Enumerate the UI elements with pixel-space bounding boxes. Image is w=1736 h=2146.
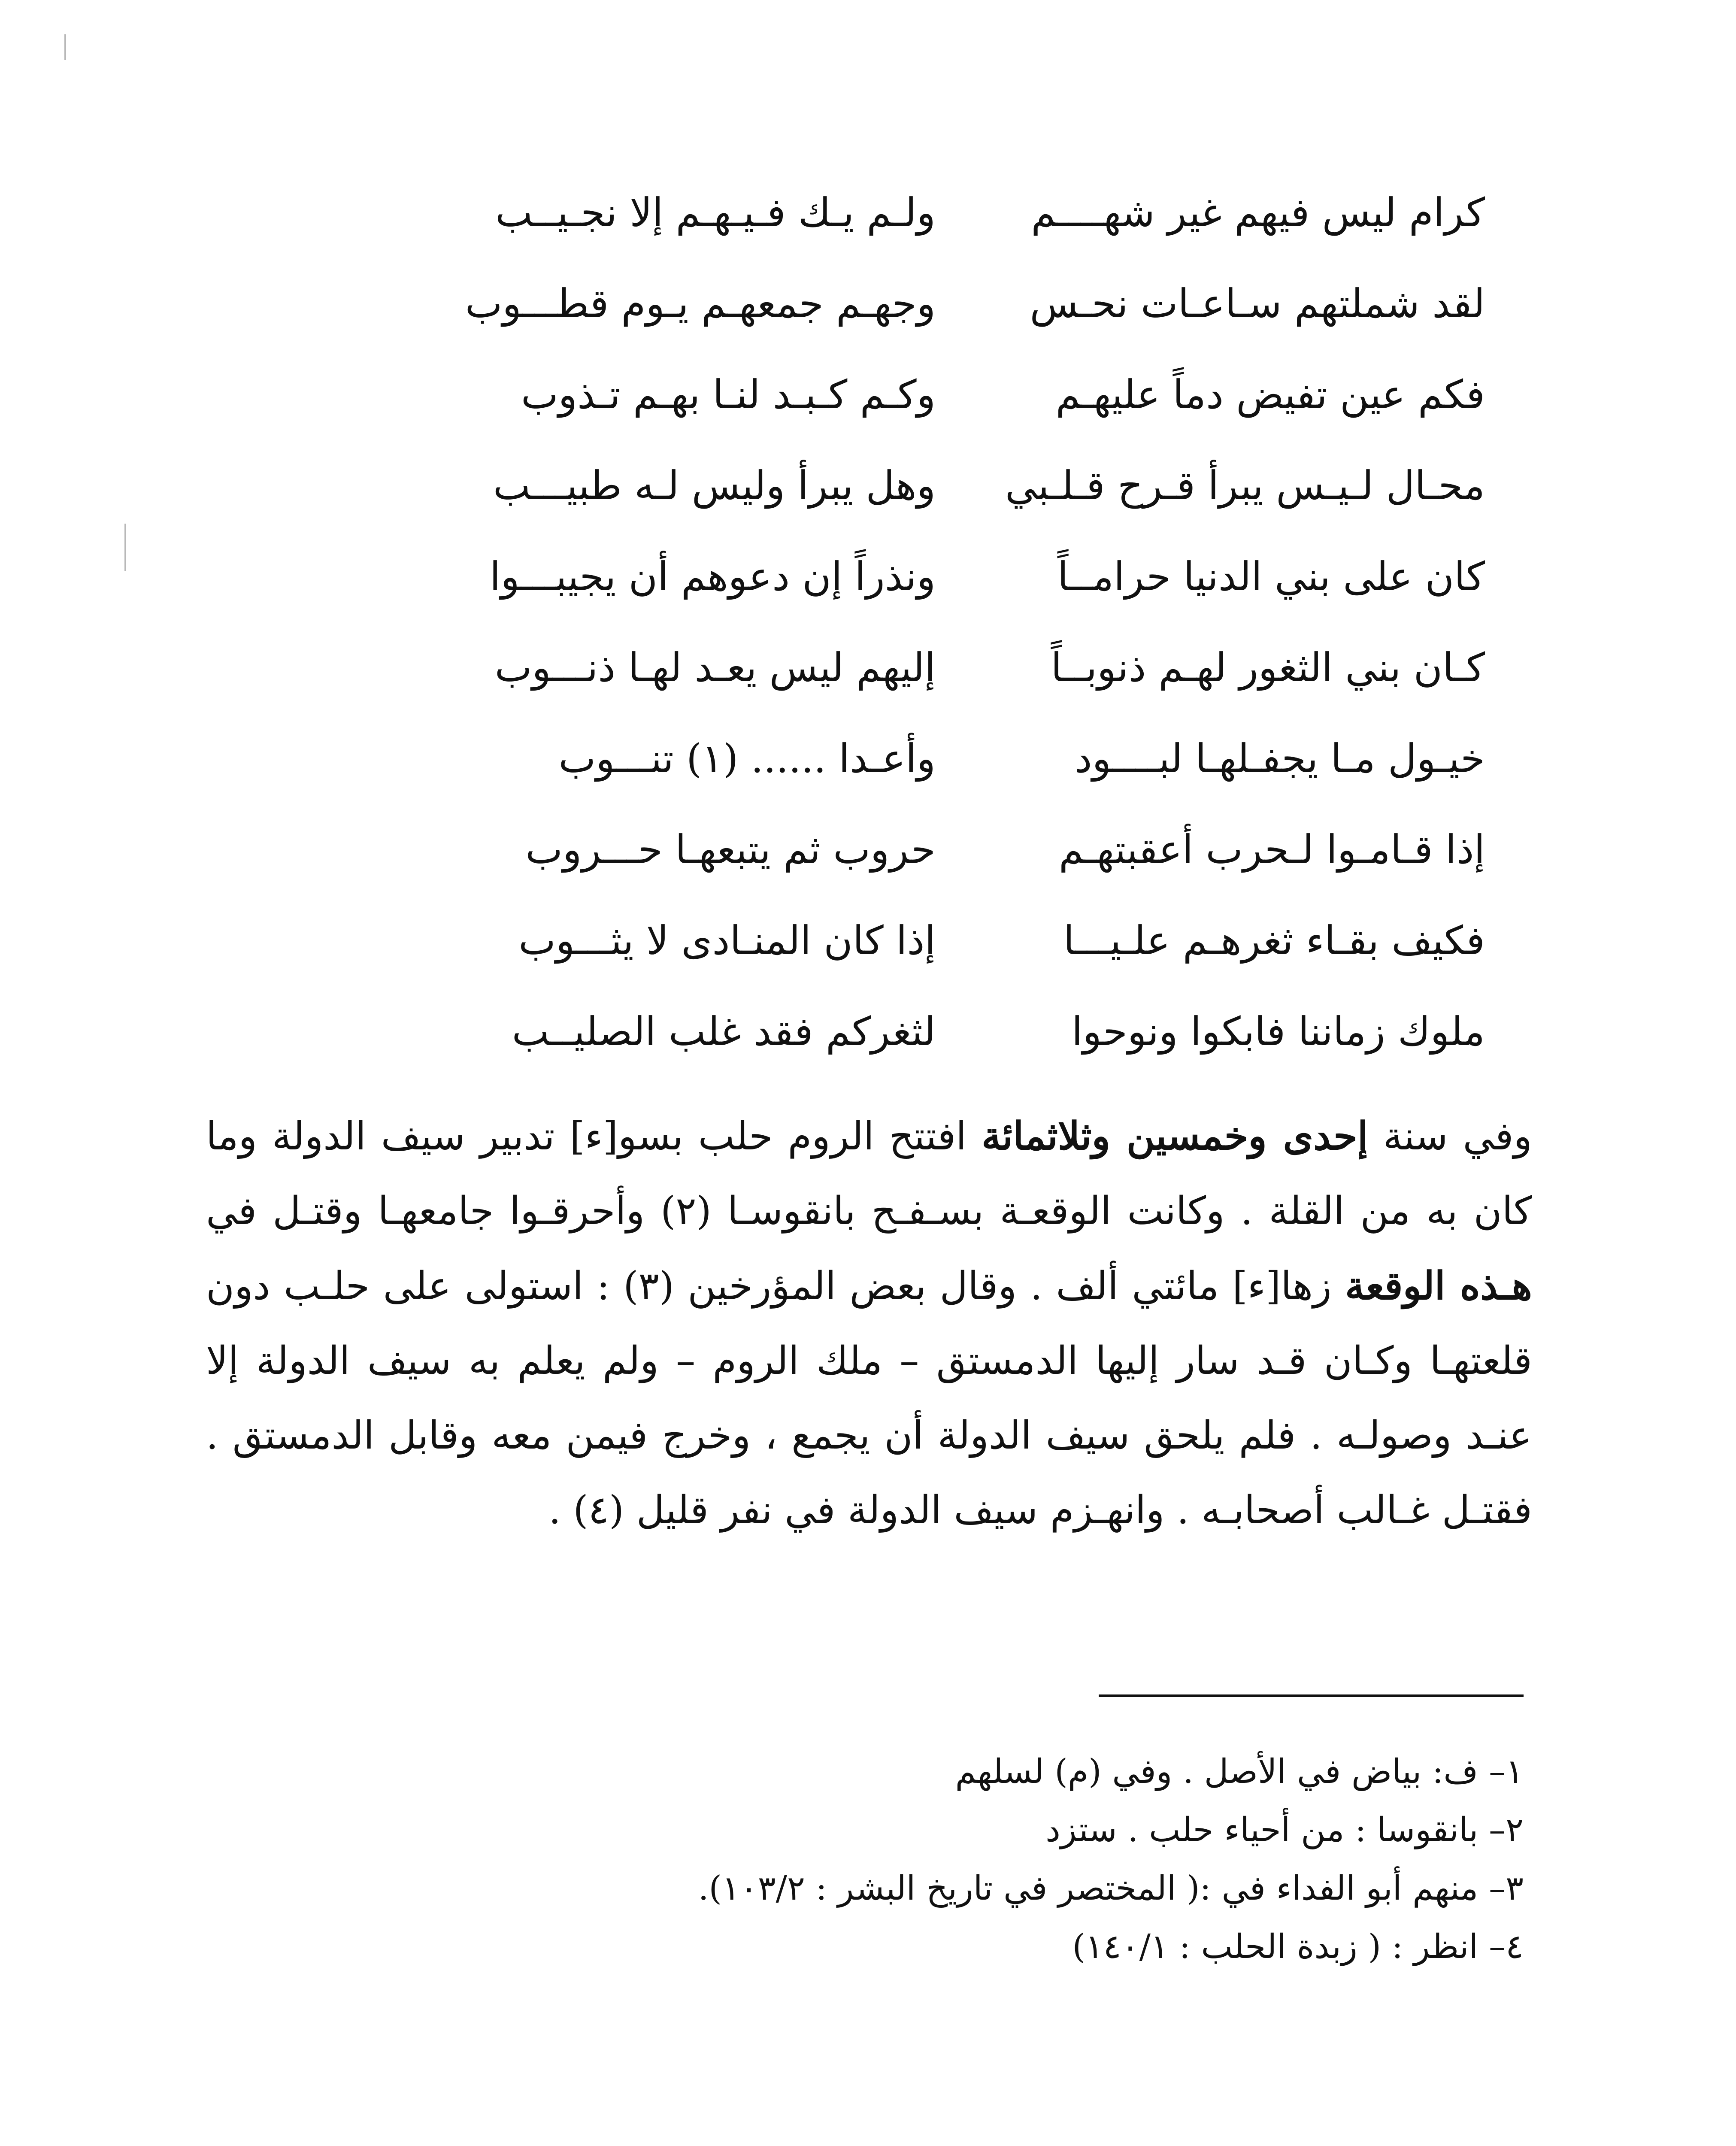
poem [465, 167, 1485, 1077]
second-hemistich: وهل يبرأ وليس لـه طبيـــب [493, 463, 936, 509]
prose-sentence: افتتح الروم حلب بسو[ء] تدبير سيف الدولة وما كان به من القلة . وكانت الوقعـة بسـفـح بانقوسـا (٢) وأحرقـوا جامعهـا وقتـل في [206, 1114, 1532, 1234]
second-hemistich: وأعـدا ...... (١) تنـــوب [558, 736, 936, 782]
verse [489, 531, 1485, 622]
second-hemistich: حروب ثم يتبعهـا حـــروب [525, 827, 936, 873]
second-hemistich: وكـم كـبـد لنـا بهـم تـذوب [521, 372, 936, 418]
footnote: ٢– بانقوسا : من أحياء حلب . ستزد [1045, 1811, 1524, 1849]
verse [506, 713, 1485, 804]
first-hemistich: كرام ليس فيهم غير شهــــم [1031, 190, 1485, 236]
prose-year: إحدى وخمسين وثلاثمائة [982, 1113, 1368, 1159]
prose-intro: وفي سنة [1383, 1114, 1533, 1159]
scan-mark [64, 34, 66, 60]
verse [506, 349, 1485, 440]
footnote: ٤– انظر : ( زبدة الحلب : ١٤٠/١) [1072, 1928, 1524, 1966]
first-hemistich: كان على بني الدنيا حرامــاً [1057, 554, 1485, 600]
footnote: ٣– منهم أبو الفداء في :( المختصر في تاريخ البشر : ١٠٣/٢). [698, 1869, 1524, 1908]
second-hemistich: إليهم ليس يعـد لهـا ذنـــوب [494, 645, 936, 691]
second-hemistich: لثغركم فقد غلب الصليــب [512, 1009, 936, 1055]
first-hemistich: ملوك زماننا فابكوا ونوحوا [1072, 1009, 1485, 1055]
second-hemistich: ونذراً إن دعوهم أن يجيبـــوا [489, 554, 936, 600]
first-hemistich: فكيف بقـاء ثغرهـم علـيـــا [1063, 918, 1485, 964]
verse [506, 986, 1485, 1077]
verse [493, 440, 1485, 531]
verse [506, 804, 1485, 895]
prose-sentence: زها[ء] مائتي ألف . وقال بعض المؤرخين (٣) : استولى على حلـب دون قلعتهـا وكـان قـد سار إليها الدمستق – ملك الروم – ولم يعلم به سيف الدولة إلا عنـد وصولـه . فلم يلحق سيف الدولة أن يجمع ، وخرج فيمن معه وقابل الدمستق . فقتـل غـالب أصحابـه . وانهـزم سيف الدولة في نفر قليل (٤) . [206, 1264, 1532, 1533]
footnote-separator [1099, 1694, 1524, 1697]
second-hemistich: إذا كان المنـادى لا يثـــوب [518, 918, 936, 964]
verse [506, 895, 1485, 986]
footnotes [558, 1743, 1524, 1976]
first-hemistich: كـان بني الثغور لهـم ذنوبــاً [1051, 645, 1485, 691]
first-hemistich: خيـول مـا يجفـلهـا لبــــود [1074, 736, 1485, 782]
first-hemistich: إذا قـامـوا لـحرب أعقبتهـم [1059, 827, 1485, 873]
first-hemistich: لقد شملتهم سـاعـات نحـس [1030, 281, 1485, 327]
footnote: ١– ف: بياض في الأصل . وفي (م) لسلهم [955, 1752, 1524, 1791]
first-hemistich: محـال لـيـس يبرأ قـرح قـلـبي [1005, 463, 1485, 509]
scan-mark [124, 524, 126, 571]
prose-paragraph [206, 1099, 1532, 1548]
second-hemistich: ولـم يـك فـيـهـم إلا نجـيــب [495, 190, 936, 236]
verse [465, 258, 1485, 349]
prose-bold-phrase: هـذه الوقعة [1345, 1263, 1533, 1309]
verse [495, 167, 1485, 258]
second-hemistich: وجهـم جمعهـم يـوم قطـــوب [465, 281, 936, 327]
first-hemistich: فكم عين تفيض دماً عليهـم [1055, 372, 1485, 418]
verse [494, 622, 1485, 713]
